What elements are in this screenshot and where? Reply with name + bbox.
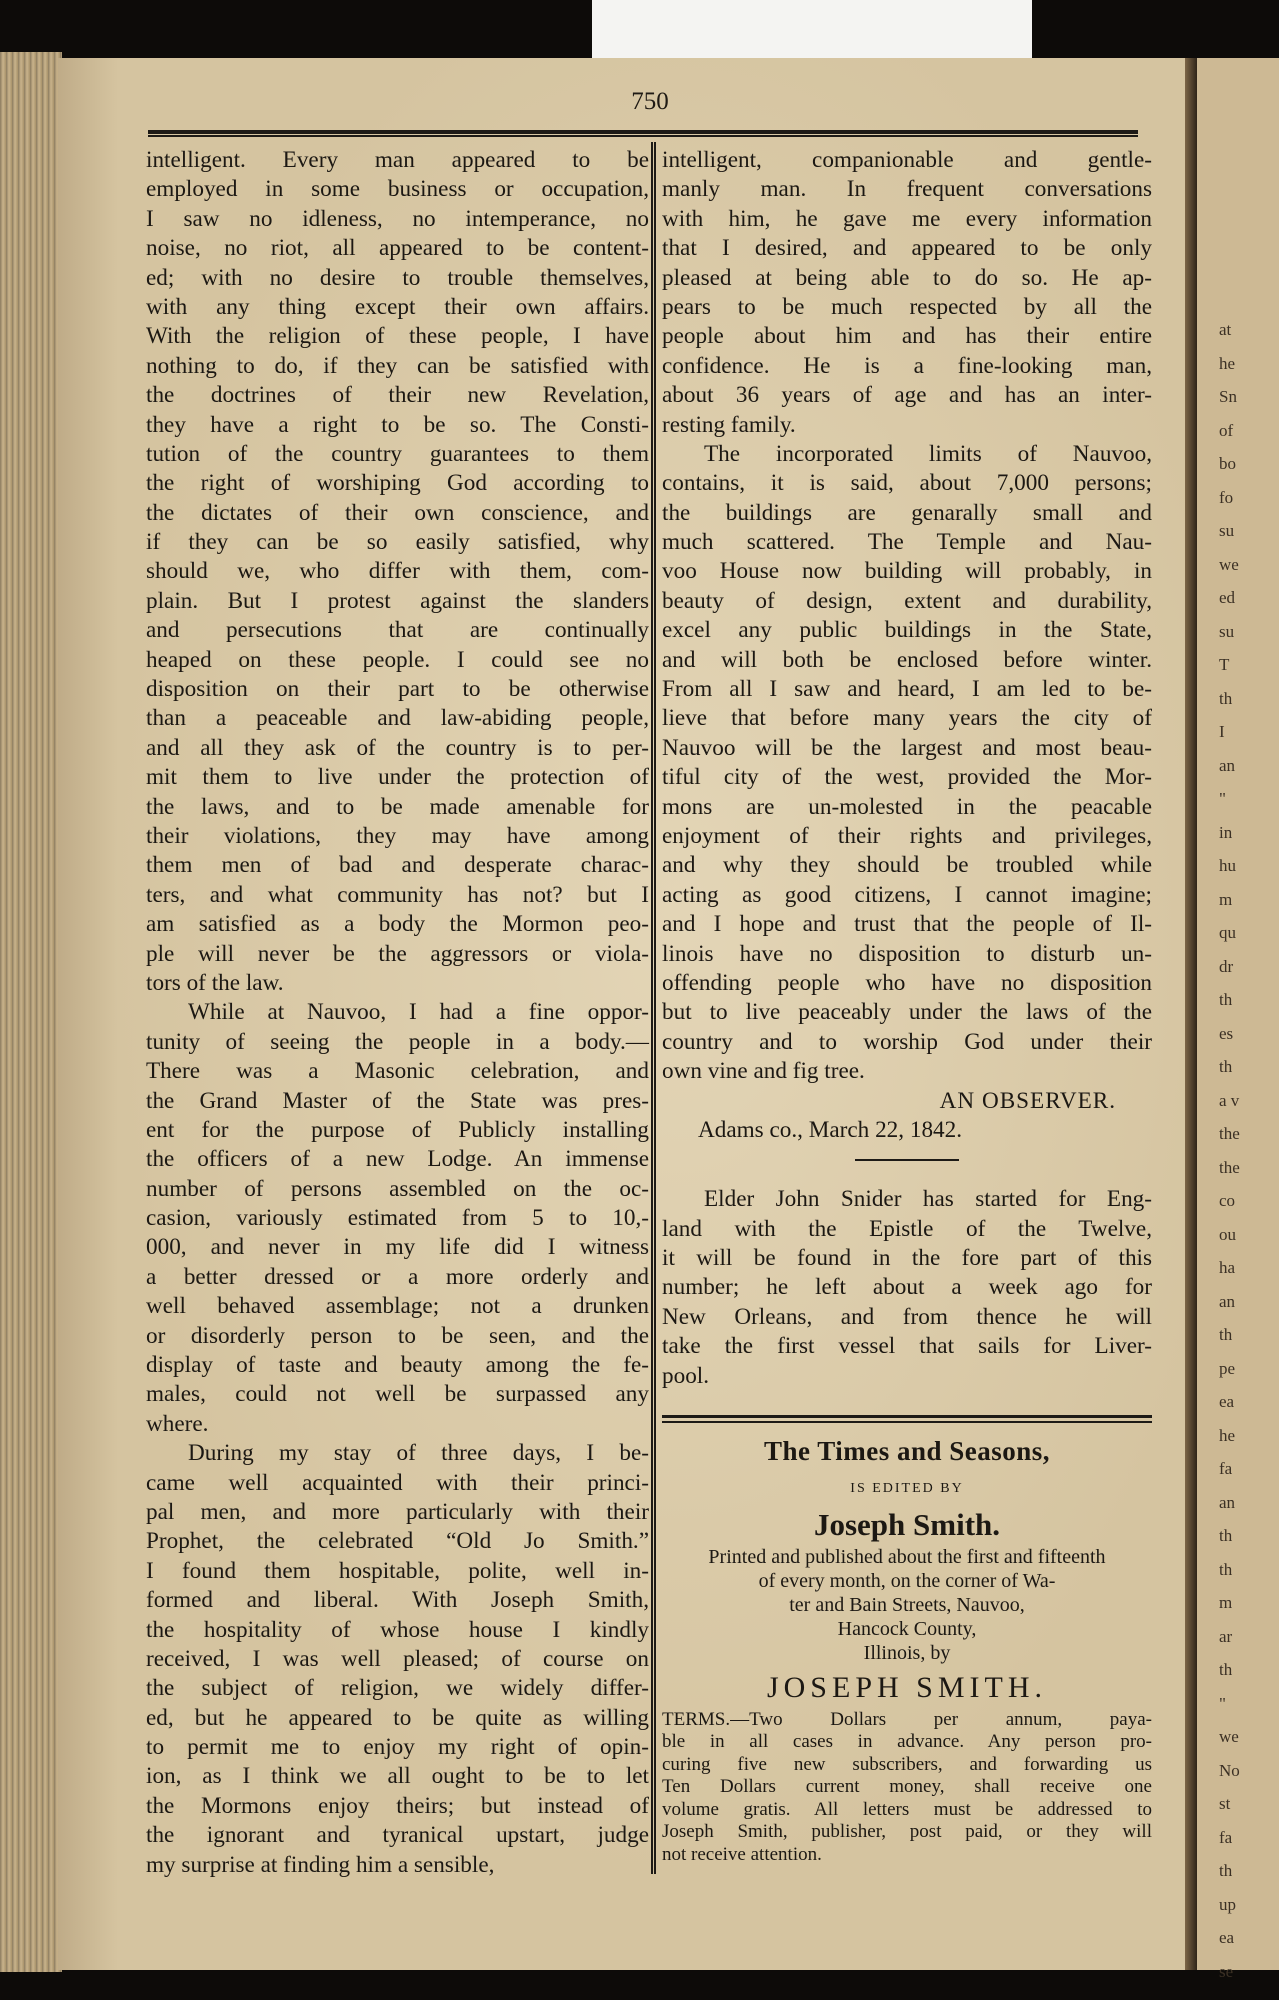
- text-line: offending people who have no disposition: [662, 969, 1152, 996]
- facing-page-text: ": [1219, 789, 1226, 808]
- facing-page-text: su: [1219, 621, 1235, 641]
- text-line: resting family.: [662, 411, 796, 438]
- text-line: than a peaceable and law-abiding people,: [146, 705, 649, 732]
- text-line: With the religion of these people, I have: [146, 323, 649, 350]
- text-line: and why they should be troubled while: [662, 852, 1152, 879]
- text-line: about 36 years of age and has an inter-: [662, 382, 1152, 409]
- masthead-rule: [662, 1415, 1152, 1423]
- text-line: casion, variously estimated from 5 to 10,-: [146, 1205, 649, 1232]
- facing-page-text: th: [1219, 1325, 1233, 1344]
- terms-line: ble in all cases in advance. Any person pro-: [662, 1731, 1152, 1753]
- text-line: ple will never be the aggressors or viola-: [146, 940, 649, 967]
- text-line: the right of worshiping God according to: [146, 470, 649, 497]
- text-line: plain. But I protest against the slanders: [146, 587, 649, 614]
- masthead-editor: Joseph Smith.: [813, 1506, 1001, 1542]
- text-line: they have a right to be so. The Consti-: [146, 411, 649, 438]
- facing-page-text: Sn: [1219, 387, 1237, 406]
- facing-page-text: T: [1219, 655, 1230, 674]
- text-line: males, could not well be surpassed any: [146, 1381, 649, 1408]
- text-line: the subject of religion, we widely differ-: [146, 1675, 649, 1702]
- facing-page-fragment: [1197, 58, 1279, 1981]
- text-line: tiful city of the west, provided the Mor-: [662, 764, 1152, 791]
- book-page-edges: [0, 52, 62, 1972]
- text-line: with any thing except their own affairs.: [146, 293, 649, 320]
- notice-line: New Orleans, and from thence he will: [662, 1303, 1152, 1330]
- facing-page-text: bo: [1219, 454, 1236, 473]
- terms-line: volume gratis. All letters must be addressed to: [662, 1798, 1152, 1820]
- masthead-terms: [662, 1709, 1152, 1867]
- text-line: tors of the law.: [146, 969, 284, 996]
- signature: AN OBSERVER.: [939, 1087, 1116, 1114]
- facing-page-text: a v: [1219, 1090, 1240, 1110]
- facing-page-text: he: [1219, 1425, 1236, 1445]
- text-line: manly man. In frequent conversations: [662, 176, 1152, 203]
- print-info-line: of every month, on the corner of Wa-: [758, 1570, 1056, 1593]
- text-line: the hospitality of whose house I kindly: [146, 1616, 649, 1643]
- text-line: The incorporated limits of Nauvoo,: [704, 440, 1152, 467]
- facing-page-text: st: [1219, 1794, 1231, 1813]
- facing-page-text: an: [1219, 1492, 1236, 1512]
- facing-page-text: su: [1219, 521, 1235, 540]
- text-line: intelligent. Every man appeared to be: [146, 147, 649, 173]
- facing-page-text: th: [1219, 1057, 1233, 1076]
- text-line: with him, he gave me every information: [662, 205, 1152, 232]
- masthead-title: The Times and Seasons,: [763, 1436, 1051, 1467]
- text-line: ed; with no desire to trouble themselves,: [146, 264, 649, 291]
- facing-page-text: th: [1219, 688, 1233, 708]
- text-line: received, I was well pleased; of course on: [146, 1645, 649, 1672]
- facing-page-text: th: [1219, 1559, 1233, 1579]
- notice-line: take the first vessel that sails for Liver-: [662, 1333, 1152, 1360]
- text-line: pal men, and more particularly with their: [146, 1498, 649, 1525]
- text-line: the laws, and to be made amenable for: [146, 793, 649, 820]
- text-line: ent for the purpose of Publicly installing: [146, 1116, 649, 1143]
- paper-slip: [592, 0, 1032, 58]
- facing-page-text: an: [1219, 1291, 1236, 1311]
- text-line: the Grand Master of the State was pres-: [146, 1087, 649, 1114]
- terms-line: Ten Dollars current money, shall receive one: [662, 1776, 1152, 1798]
- text-line: I found them hospitable, polite, well in-: [146, 1557, 649, 1584]
- text-line: them men of bad and desperate charac-: [146, 852, 649, 879]
- facing-page-text: m: [1219, 1593, 1233, 1612]
- text-line: formed and liberal. With Joseph Smith,: [146, 1587, 649, 1614]
- book-gutter: [1185, 58, 1197, 1970]
- text-line: mit them to live under the protection of: [146, 764, 649, 791]
- notice-line: land with the Epistle of the Twelve,: [662, 1215, 1152, 1242]
- text-line: where.: [146, 1410, 209, 1437]
- text-line: my surprise at finding him a sensible,: [146, 1851, 495, 1878]
- masthead: [662, 1437, 1152, 1703]
- dateline: Adams co., March 22, 1842.: [698, 1116, 963, 1143]
- masthead-edited-by: IS EDITED BY: [850, 1481, 964, 1497]
- facing-page-text: pe: [1219, 1358, 1236, 1378]
- facing-page-text: in: [1219, 822, 1233, 842]
- text-line: should we, who differ with them, com-: [146, 558, 649, 585]
- text-line: a better dressed or a more orderly and: [146, 1263, 649, 1290]
- text-line: but to live peaceably under the laws of the: [662, 999, 1152, 1026]
- facing-page-text: an: [1219, 755, 1236, 775]
- text-line: Prophet, the celebrated “Old Jo Smith.”: [146, 1528, 649, 1555]
- facing-page-text: co: [1219, 1191, 1236, 1210]
- text-line: Nauvoo will be the largest and most beau-: [662, 734, 1152, 761]
- text-line: pears to be much respected by all the: [662, 293, 1152, 320]
- text-line: tution of the country guarantees to them: [146, 440, 649, 467]
- text-line: excel any public buildings in the State,: [662, 617, 1152, 644]
- text-line: the officers of a new Lodge. An immense: [146, 1146, 649, 1173]
- text-line: confidence. He is a fine-looking man,: [662, 352, 1152, 379]
- text-line: the Mormons enjoy theirs; but instead of: [146, 1792, 649, 1819]
- right-column: [662, 146, 1152, 1866]
- facing-page-text: ea: [1219, 1392, 1235, 1411]
- text-line: disposition on their part to be otherwise: [146, 676, 649, 703]
- text-line: From all I saw and heard, I am led to be-: [662, 676, 1152, 703]
- facing-page-text: se: [1219, 1961, 1234, 1981]
- text-line: their violations, they may have among: [146, 822, 649, 849]
- text-line: pleased at being able to do so. He ap-: [662, 264, 1152, 291]
- text-line: the doctrines of their new Revelation,: [146, 382, 649, 409]
- terms-line: not receive attention.: [662, 1843, 822, 1865]
- text-line: While at Nauvoo, I had a fine oppor-: [188, 999, 649, 1026]
- column-divider: [651, 142, 656, 1874]
- section-rule: [855, 1159, 959, 1161]
- text-line: employed in some business or occupation,: [146, 176, 649, 203]
- masthead-publisher: JOSEPH SMITH.: [766, 1671, 1048, 1705]
- text-line: contains, it is said, about 7,000 persons;: [662, 470, 1152, 497]
- text-line: and all they ask of the country is to per-: [146, 734, 649, 761]
- text-line: came well acquainted with their princi-: [146, 1469, 649, 1496]
- text-line: the buildings are genarally small and: [662, 499, 1152, 526]
- facing-page-text: fa: [1219, 1827, 1233, 1847]
- facing-page-text: we: [1219, 1727, 1239, 1746]
- facing-page-text: th: [1219, 990, 1233, 1009]
- notice-line: pool.: [662, 1362, 710, 1389]
- text-line: tunity of seeing the people in a body.—: [146, 1028, 649, 1055]
- page-number: 750: [631, 88, 669, 115]
- masthead-print-info: [662, 1545, 1152, 1665]
- facing-page-text: th: [1219, 1660, 1233, 1679]
- facing-page-text: at: [1219, 320, 1232, 339]
- text-line: During my stay of three days, I be-: [188, 1440, 649, 1467]
- facing-page-text: ": [1219, 1693, 1226, 1713]
- text-line: am satisfied as a body the Mormon peo-: [146, 911, 649, 938]
- text-line: mons are un-molested in the peacable: [662, 793, 1152, 820]
- text-line: ters, and what community has not? but I: [146, 881, 649, 908]
- facing-page-text: fa: [1219, 1459, 1233, 1478]
- facing-page-text: th: [1219, 1861, 1233, 1880]
- text-line: and I hope and trust that the people of Il-: [662, 911, 1152, 938]
- text-line: to permit me to enjoy my right of opin-: [146, 1734, 649, 1761]
- print-info-line: Printed and published about the first and fifteenth: [708, 1546, 1106, 1569]
- facing-page-text: es: [1219, 1023, 1234, 1043]
- facing-page-text: ou: [1219, 1224, 1236, 1244]
- facing-page-text: ar: [1219, 1626, 1233, 1646]
- text-line: people about him and has their entire: [662, 323, 1152, 350]
- snider-notice: [662, 1185, 1152, 1391]
- text-line: beauty of design, extent and durability,: [662, 587, 1152, 614]
- terms-line: Joseph Smith, publisher, post paid, or they will: [662, 1821, 1152, 1843]
- facing-page-text: th: [1219, 1526, 1233, 1545]
- facing-page-text: we: [1219, 554, 1239, 574]
- article-continuation: [662, 146, 1152, 1087]
- facing-page-text: ed: [1219, 588, 1236, 607]
- text-line: the ignorant and tyranical upstart, judge: [146, 1822, 649, 1849]
- facing-page-text: I: [1219, 722, 1225, 741]
- text-line: much scattered. The Temple and Nau-: [662, 529, 1152, 556]
- text-line: number of persons assembled on the oc-: [146, 1175, 649, 1202]
- facing-page-text: qu: [1219, 923, 1236, 942]
- text-line: ion, as I think we all ought to be to let: [146, 1763, 649, 1790]
- text-line: enjoyment of their rights and privileges,: [662, 822, 1152, 849]
- facing-page-text: m: [1219, 889, 1233, 909]
- facing-page-text: ea: [1219, 1928, 1235, 1947]
- facing-page-text: he: [1219, 353, 1236, 373]
- print-info-line: Hancock County,: [837, 1618, 977, 1641]
- text-line: voo House now building will probably, in: [662, 558, 1152, 585]
- text-line: lieve that before many years the city of: [662, 705, 1152, 732]
- notice-line: Elder John Snider has started for Eng-: [704, 1186, 1152, 1213]
- text-line: There was a Masonic celebration, and: [146, 1058, 649, 1085]
- facing-page-text: No: [1219, 1760, 1240, 1780]
- print-info-line: ter and Bain Streets, Nauvoo,: [789, 1594, 1025, 1617]
- facing-page-text: hu: [1219, 856, 1236, 875]
- terms-line: curing five new subscribers, and forwarding us: [662, 1753, 1152, 1775]
- text-line: I saw no idleness, no intemperance, no: [146, 205, 649, 232]
- left-column: [146, 146, 649, 1880]
- text-line: well behaved assemblage; not a drunken: [146, 1293, 649, 1320]
- text-line: if they can be so easily satisfied, why: [146, 529, 649, 556]
- facing-page-text: the: [1219, 1124, 1240, 1143]
- text-line: and will both be enclosed before winter.: [662, 646, 1152, 673]
- facing-page-text: of: [1219, 420, 1234, 440]
- text-line: linois have no disposition to disturb un-: [662, 940, 1152, 967]
- facing-page-text: ha: [1219, 1258, 1236, 1277]
- facing-page-text: dr: [1219, 956, 1234, 976]
- text-line: noise, no riot, all appeared to be content-: [146, 235, 649, 262]
- header-rule: [148, 130, 1138, 137]
- text-line: or disorderly person to be seen, and the: [146, 1322, 649, 1349]
- text-line: heaped on these people. I could see no: [146, 646, 649, 673]
- notice-line: number; he left about a week ago for: [662, 1274, 1152, 1301]
- text-line: the dictates of their own conscience, and: [146, 499, 649, 526]
- text-line: own vine and fig tree.: [662, 1058, 865, 1085]
- text-line: acting as good citizens, I cannot imagine;: [662, 881, 1152, 908]
- facing-page-text: the: [1219, 1157, 1240, 1177]
- notice-line: it will be found in the fore part of this: [662, 1245, 1152, 1272]
- text-line: that I desired, and appeared to be only: [662, 235, 1152, 262]
- text-line: nothing to do, if they can be satisfied with: [146, 352, 649, 379]
- text-line: and persecutions that are continually: [146, 617, 649, 644]
- text-line: intelligent, companionable and gentle-: [662, 147, 1152, 173]
- terms-line: TERMS.—Two Dollars per annum, paya-: [662, 1708, 1152, 1730]
- facing-page-text: fo: [1219, 487, 1234, 507]
- text-line: country and to worship God under their: [662, 1028, 1152, 1055]
- print-info-line: Illinois, by: [863, 1642, 951, 1665]
- text-line: display of taste and beauty among the fe-: [146, 1352, 649, 1379]
- text-line: ed, but he appeared to be quite as willing: [146, 1704, 649, 1731]
- facing-page-text: up: [1219, 1894, 1236, 1914]
- text-line: 000, and never in my life did I witness: [146, 1234, 649, 1261]
